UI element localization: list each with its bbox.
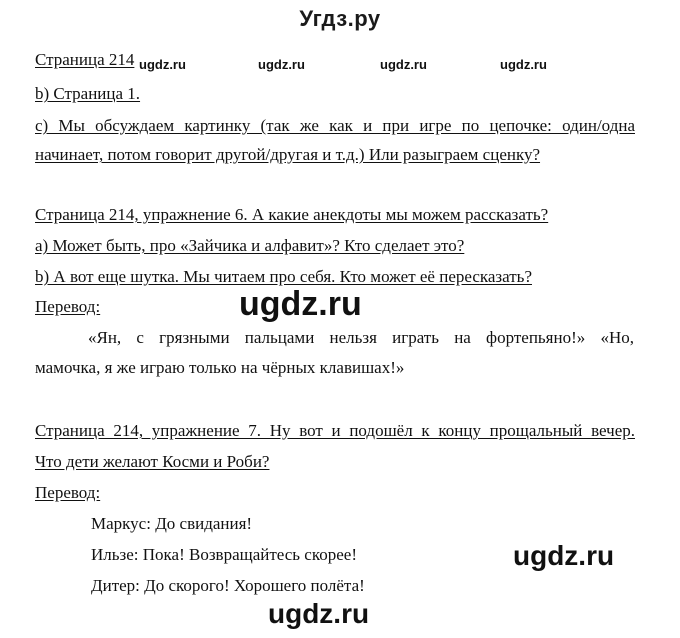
watermark: ugdz.ru bbox=[268, 598, 370, 629]
exercise-6-translation-label: Перевод: bbox=[35, 297, 101, 316]
exercise-6-answer-a: a) Может быть, про «Зайчика и алфавит»? Кто сделает это? bbox=[35, 236, 465, 255]
watermark: ugdz.ru bbox=[258, 57, 305, 72]
site-title: Угдз.ру bbox=[299, 6, 381, 31]
exercise-7-heading-line-1: Страница 214, упражнение 7. Ну вот и подошёл к концу прощальный вечер. bbox=[35, 421, 635, 440]
exercise-7-translation-label: Перевод: bbox=[35, 483, 101, 502]
exercise-7-heading-line-2: Что дети желают Косми и Роби? bbox=[35, 452, 270, 471]
exercise-6-answer-b: b) А вот еще шутка. Мы читаем про себя. Кто может её пересказать? bbox=[35, 267, 532, 286]
exercise-6-heading: Страница 214, упражнение 6. А какие анекдоты мы можем рассказать? bbox=[35, 205, 549, 224]
watermark: ugdz.ru bbox=[513, 540, 615, 571]
exercise-6-quote-line-1: «Ян, с грязными пальцами нельзя играть на фортепьяно!» «Но, bbox=[88, 328, 634, 347]
exercise-6-quote-line-2: мамочка, я же играю только на чёрных клавишах!» bbox=[35, 358, 405, 377]
watermark: ugdz.ru bbox=[139, 57, 186, 72]
exercise-7-line-1: Маркус: До свидания! bbox=[91, 514, 253, 533]
watermark: ugdz.ru bbox=[500, 57, 547, 72]
answer-c-line-1: с) Мы обсуждаем картинку (так же как и при игре по цепочке: один/одна bbox=[35, 116, 635, 135]
page-reference: Страница 214 bbox=[35, 50, 135, 69]
exercise-7-line-3: Дитер: До скорого! Хорошего полёта! bbox=[91, 576, 365, 595]
watermark: ugdz.ru bbox=[380, 57, 427, 72]
watermark: ugdz.ru bbox=[239, 285, 362, 323]
exercise-7-line-2: Ильзе: Пока! Возвращайтесь скорее! bbox=[91, 545, 357, 564]
answer-b: b) Страница 1. bbox=[35, 84, 141, 103]
answer-c-line-2: начинает, потом говорит другой/другая и т.д.) Или разыграем сценку? bbox=[35, 145, 541, 164]
